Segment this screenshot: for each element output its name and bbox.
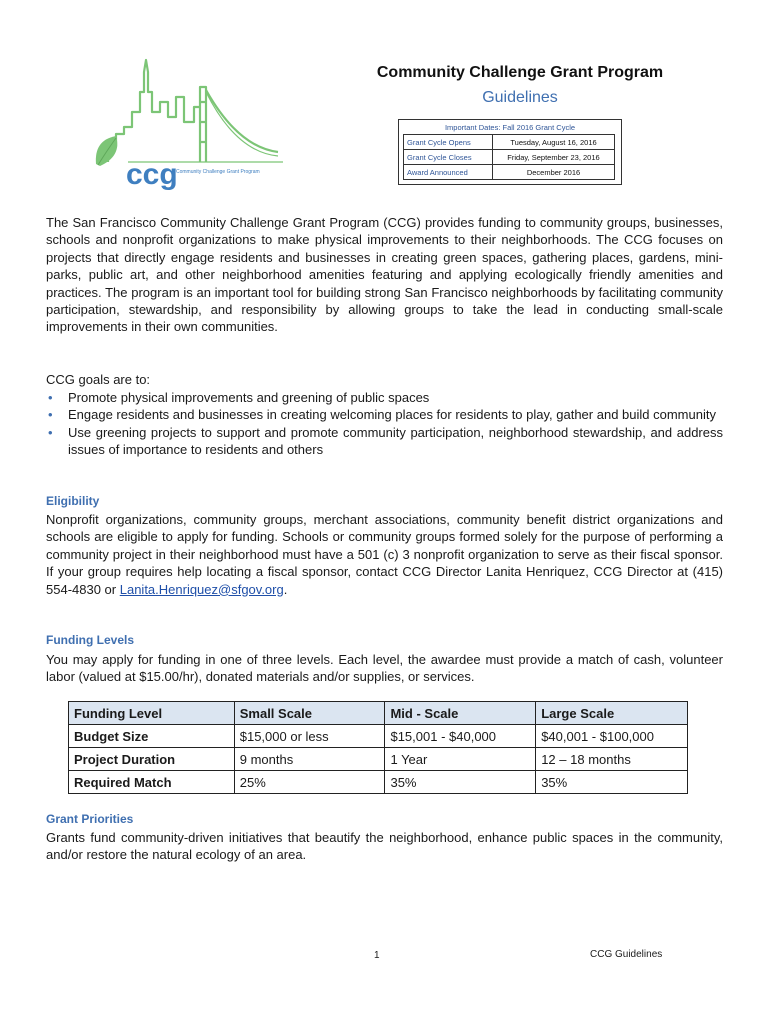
goals-list [46, 389, 723, 459]
table-cell: 9 months [234, 748, 385, 771]
row-header: Budget Size [69, 725, 235, 748]
funding-paragraph: You may apply for funding in one of three levels. Each level, the awardee must provide a match of cash, volunteer labor (valued at $15.00/hr), donated materials and/or supplies, or services. [46, 652, 723, 685]
important-dates-heading: Important Dates: Fall 2016 Grant Cycle [444, 123, 576, 132]
list-item [46, 406, 723, 423]
column-header: Funding Level [69, 702, 235, 725]
important-dates-box [398, 119, 622, 185]
date-row [404, 150, 615, 165]
table-cell: 35% [536, 771, 688, 794]
date-label: Grant Cycle Closes [404, 150, 493, 165]
bullet-icon: • [48, 390, 53, 405]
important-dates-table [403, 134, 615, 180]
date-value: Friday, September 23, 2016 [493, 150, 615, 165]
funding-heading: Funding Levels [46, 633, 135, 647]
svg-text:ccg: ccg [126, 158, 178, 191]
table-cell: 35% [385, 771, 536, 794]
goals-intro: CCG goals are to: [46, 372, 151, 387]
priorities-paragraph: Grants fund community-driven initiatives that beautify the neighborhood, enhance public spaces in the community, and/or restore the natural ecology of an area. [46, 830, 723, 863]
table-cell: 12 – 18 months [536, 748, 688, 771]
eligibility-paragraph [46, 511, 723, 598]
list-item [46, 424, 723, 459]
list-item [46, 389, 723, 406]
table-cell: $15,001 - $40,000 [385, 725, 536, 748]
email-link[interactable]: Lanita.Henriquez@sfgov.org [119, 581, 284, 597]
table-header-row [69, 702, 688, 725]
eligibility-heading: Eligibility [46, 494, 100, 508]
table-row [69, 771, 688, 794]
goal-text: Engage residents and businesses in creating welcoming places for residents to play, gather and build community [68, 407, 716, 423]
date-value: December 2016 [493, 165, 615, 180]
table-row [69, 748, 688, 771]
goal-text: Promote physical improvements and greening of public spaces [68, 390, 430, 405]
eligibility-text: Nonprofit organizations, community groups, merchant associations, community benefit district organizations and schools are eligible to apply for funding. Schools or community groups formed solely for the purpose of performing a community project in their neighborhood must have a 501 (c) 3 nonprofit organization to serve as their fiscal sponsor. If your group requires help locating a fiscal sponsor, contact CCG Director Lanita Henriquez, CCG Director at (415) 554-4830 or [46, 512, 723, 597]
page-title: Community Challenge Grant Program [376, 64, 664, 81]
column-header: Large Scale [536, 702, 688, 725]
page-number: 1 [374, 950, 380, 961]
priorities-heading: Grant Priorities [46, 812, 134, 826]
column-header: Mid - Scale [385, 702, 536, 725]
table-cell: $40,001 - $100,000 [536, 725, 688, 748]
column-header: Small Scale [234, 702, 385, 725]
eligibility-end: . [283, 581, 288, 597]
svg-text:Community Challenge Grant Prog: Community Challenge Grant Program [176, 169, 260, 175]
page-subtitle: Guidelines [482, 89, 558, 106]
date-row [404, 135, 615, 150]
row-header: Required Match [69, 771, 235, 794]
funding-levels-table [68, 701, 688, 794]
table-cell: 1 Year [385, 748, 536, 771]
footer-doc-name: CCG Guidelines [590, 949, 663, 960]
goal-text: Use greening projects to support and promote community participation, neighborhood stewardship, and address issues of importance to residents and others [68, 424, 723, 458]
date-row [404, 165, 615, 180]
bullet-icon: • [48, 407, 53, 423]
ccg-logo [88, 52, 288, 192]
table-row [69, 725, 688, 748]
bullet-icon: • [48, 424, 53, 440]
intro-paragraph: The San Francisco Community Challenge Grant Program (CCG) provides funding to community groups, businesses, schools and nonprofit organizations to make physical improvements to their neighborhoods. The CCG focuses on projects that directly engage residents and businesses in creating green spaces, gathering places, gardens, mini-parks, public art, and other neighborhood amenities featuring and applying ecologically friendly amenities and practices. The program is an important tool for building strong San Francisco neighborhoods by facilitating community participation, stewardship, and responsibility by allowing groups to take the lead in conducting small-scale improvements in their own communities. [46, 215, 723, 335]
date-value: Tuesday, August 16, 2016 [493, 135, 615, 150]
table-cell: $15,000 or less [234, 725, 385, 748]
table-cell: 25% [234, 771, 385, 794]
row-header: Project Duration [69, 748, 235, 771]
date-label: Award Announced [404, 165, 493, 180]
date-label: Grant Cycle Opens [404, 135, 493, 150]
